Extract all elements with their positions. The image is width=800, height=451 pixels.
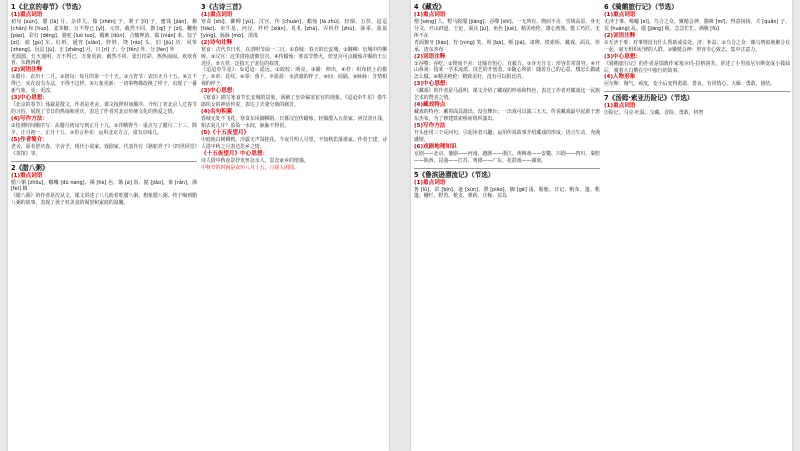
lesson-title: 5《鲁滨逊漂流记》（节选） — [414, 170, 495, 179]
subheading: (3)中心思想： — [201, 88, 238, 95]
subheading: (2)词语注释 — [11, 67, 43, 74]
paragraph: 春城无处不飞花，寒食东风御柳斜。日暮汉宫传蜡烛，轻烟散入五侯家。河汉清且浅，相去复几许？盈盈一水间，脉脉不得语。 — [201, 115, 387, 129]
subheading: (4)人物形象 — [604, 74, 636, 81]
paragraph: 僧 [sēng] 人、野马脱缰 [jiāng]、吞噬 [shì]、一无所有、锲而不舍、雪域高原、身无分文、开山辟道、王妃、面具 [jù]、角色 [jué]、精美绝伦、雄心勃勃、能工巧匠、无所不在 — [414, 19, 600, 39]
subheading: (1)重点词语 — [11, 12, 43, 18]
subheading: (5)写作方法 — [414, 122, 446, 129]
paragraph: 京剧——北京、豫剧——河南、越剧——浙江、黄梅戏——安徽、川剧——四川、秦腔——陕西、昆曲——江苏、粤剧——广东、花鼓戏——湖南。 — [414, 150, 600, 164]
subheading: (4)写作方法： — [11, 115, 48, 122]
subheading: (1)重点词语 — [201, 12, 233, 18]
subheading: (1)重点词语 — [414, 179, 446, 186]
note: 中秋节的时间是农历八月十五，月圆人团圆。 — [201, 164, 299, 171]
divider — [604, 91, 790, 92]
subheading: (2)诗句注释 — [201, 39, 233, 46]
lesson-title: 2《腊八粥》 — [11, 163, 49, 172]
paragraph: 中庭地白树栖鸦，冷露无声湿桂花。今夜月明人尽望，不知秋思落谁家。作者王建，诗人借中秋之月表达思乡之情。 — [201, 136, 387, 150]
paragraph: 《北京的春节》体裁是散文，作者是老舍。课文按照时间顺序，介绍了老北京人过春节的习俗，展现了节日的热闹和喜庆，表达了作者对北京传统文化的热爱之情。 — [11, 102, 197, 115]
lesson-laba-porridge — [11, 164, 197, 208]
paragraph: ①无济于事：对事情没有什么帮助或益处。济：补益。②乌合之众：像乌鸦似地聚合在一起，毫无组织纪律的人群。③聚精会神：形容专心致志，集中注意力。 — [604, 39, 790, 53]
lesson-title: 3《古诗三首》 — [201, 3, 246, 11]
left-column-2 — [201, 2, 387, 451]
lesson-three-ancient-poems — [201, 3, 387, 171]
paragraph: 《骑鹅旅行记》的作者是瑞典作家塞尔玛·拉格洛芙，讲述了小男孩尼尔斯变成小狐仙后，骑着大白鹅在空中旅行的故事。 — [604, 60, 790, 74]
paragraph: 寒食：古代节日名，在清明节前一二日。①春城：春天的长安城。②御柳：皇城中的柳树。③汉宫：这里借指唐朝皇宫。④传蜡烛：寒食节禁火，但皇宫可点蜡烛并赐给王公近臣。⑤五侯：泛指天子宠信的权贵。 — [201, 46, 387, 67]
paragraph: 无济于事、唏嘘 [xī]、鸟合之众、聚精会神、猫咪 [mī]、得意扬扬、犬 [quǎn] 子、荒 [huāng] 乱、缰 [jiāng] 绳、急急忙忙、满腹 [fù] — [604, 19, 790, 32]
subheading: (2)词语注释 — [604, 32, 636, 39]
lesson-nils-goose — [604, 3, 790, 88]
subheading: (1)重点词语 — [604, 103, 636, 110]
paragraph: 寒食 [shí]、御柳 [yù]、汉宫、传 [chuán]、蜡烛 [là zhú]、轻烟、五侯、迢迢 [tiáo]、牵牛星、河汉、纤纤 [xiān]、札札 [zhá]、弄机杼 [zhù]、涕零、盈盈 [yíng]、脉脉 [mò]、清浅 — [201, 19, 387, 39]
paragraph: ①腊月：农历十二月。②初旬：每月的第一个十天。③元宵节：农历正月十五。④万不得已：实在没有办法，不得不这样。⑤万象更新：一切事物都改换了样子，出现了一番新气象。更：更改。 — [11, 74, 197, 95]
subheading: (4)藏戏特点 — [414, 102, 446, 109]
subheading: (6)戏剧地理知识 — [414, 143, 457, 150]
left-column-1 — [11, 2, 197, 451]
left-page — [8, 0, 389, 451]
subheading: (5)作者简介： — [11, 136, 48, 143]
right-column-2 — [604, 2, 790, 451]
paragraph: 青面獠牙 [liáo]、狞 [níng] 笑、坝 [bà]、颊 [jiá]、肃穆、铁索桥、藏戏、面具、传承、唐东杰布 — [414, 39, 600, 53]
lesson-tom-sawyer — [604, 94, 790, 117]
paragraph: ①吞噬：吞吃。②锲而不舍：比喻有恒心、有毅力。③身无分文：形容非常贫穷。④开山鼻祖：指某一学术流派、技艺的开创者。⑤随心所欲：随着自己的心意，想怎么做就怎么做。⑥精美绝伦：精致美好，没有可以相比的。 — [414, 60, 600, 81]
subheading: (1)重点词语 — [604, 12, 636, 18]
paragraph: 历险记、马克·吐温、宝藏、冒险、勇敢、机智 — [604, 110, 704, 117]
subheading: (4)名句积累 — [201, 108, 233, 115]
lesson-beijing-spring-festival — [11, 3, 197, 158]
subheading: 《十五夜望月》中心思想： — [201, 150, 269, 157]
divider — [414, 168, 600, 169]
paragraph: 《寒食》描写寒食节长安城的景象，讽刺了皇帝偏宠宦官的现象。《迢迢牵牛星》借牛郎织女的神话传说，表达了夫妻分离的痛苦。 — [201, 95, 387, 109]
subheading: (2)词语注释 — [414, 53, 446, 60]
lesson-tibetan-opera — [414, 3, 600, 165]
paragraph: 光溜溜、灯火通明、万不得已、万象更新、截然不同、张灯结彩、热热闹闹、欢欢喜喜、东跑西跑 — [11, 53, 197, 67]
paragraph: 腊八粥 [zhōu]、嘟囔 [dū nang]、褐 [hè] 色、饿 [è] 饭、搅 [jiǎo]、染 [rǎn]、沸 [fèi] 腾 — [11, 179, 197, 193]
right-page — [411, 0, 792, 451]
paragraph: 《腊八粥》的作者是沈从文，课文讲述了八儿盼着吃腊八粥、想象腊八粥、终于喝到腊八粥的故事，表现了孩子对美食的渴望和家庭的温馨。 — [11, 193, 197, 207]
paragraph: 鲁 [lǔ]、滨 [bīn]、逊 [xùn]、漂 [piāo]、搁 [gē] 浅、船舱、日记、帆布、篷、帐篷、栅栏、野兽、枪支、弹药、庄稼、荒岛 — [414, 186, 600, 200]
subheading: (3)中心思想： — [414, 81, 451, 88]
paragraph: 老舍，原名舒庆春，字舍予，现代小说家、戏剧家。代表作有《骆驼祥子》《四世同堂》《茶馆》等。 — [11, 143, 197, 157]
subheading: (1)重点词语 — [11, 172, 43, 179]
paragraph: 初旬 [xún]、腊 [là] 月、杂拌儿、榛 [zhēn] 子、栗子 [lì] 子、蜜饯 [jiàn]、掺 [chān] 和 [huo]、麦芽糖、万不得已 [yǐ]、元宵、截然不同、旗 [qí] 子 [zi]、鞭炮 [pào]、彩灯 [dēng]、骆驼 [luò tuo]、醒盹 [dǔn]、合辙押韵、黏 [nián] 米、饺子 [zi]、雇 [gù] 车、红纸、通宵 [xiāo]、胖胖、饶 [ráo] 头、旧 [jiù] 历、风筝 [zheng]、玩具 [jù]、正 [zhēng] 月、日 [rì] 子、分 [fēn] 外、分 [fèn] 外 — [11, 19, 197, 53]
lesson-title: 1《北京的春节》（节选） — [11, 3, 85, 11]
lesson-title: 7《汤姆·索亚历险记》（节选） — [604, 94, 694, 103]
divider — [11, 161, 197, 162]
subheading: (3)中心思想： — [11, 95, 48, 102]
paragraph: 《藏戏》的作者是马晨明，课文介绍了藏戏的形成和特色，表达了作者对藏戏这一民族艺术的赞美之情。 — [414, 88, 600, 102]
paragraph: 开头连用三个反问句，引起读者兴趣；运用传说故事介绍藏戏的形成；语言生动，充满感情。 — [414, 129, 600, 143]
right-column-1 — [414, 2, 600, 451]
subheading: (5)《十五夜望月》 — [201, 129, 250, 136]
paragraph: 尼尔斯：淘气、顽皮，变小后变得勇敢、善良、有同情心。大雁：勇敢、团结。 — [604, 81, 776, 88]
paragraph: 藏戏的特色：戴着面具演出；没有舞台；一出戏可以演三五天。传说藏戏最早起源于唐东杰布，为了修建铁索桥而组织演出。 — [414, 109, 600, 122]
lesson-title: 6《骑鹅旅行记》（节选） — [604, 3, 678, 11]
lesson-title: 4《藏戏》 — [414, 3, 445, 11]
paragraph: ①按照时间顺序写：从腊月初旬写到正月十九。②详略得当：重点写了腊月二十三、除夕、正月初一、正月十五。③语言朴实：运用北京方言，富有京味儿。 — [11, 122, 197, 136]
lesson-robinson-crusoe — [414, 171, 600, 201]
subheading: (3)中心思想： — [604, 53, 641, 60]
paragraph: 《迢迢牵牛星》：①迢迢：遥远。②皎皎：明亮。③擢：伸出。④杼：织布机上的梭子。⑤章：花纹。⑥零：落下。⑦盈盈：水清澈的样子。⑧间：间隔。⑨脉脉：含情相视的样子。 — [201, 67, 387, 88]
paragraph: 诗人借中秋夜景抒发怀念亲人、思念家乡的情感。 — [201, 157, 309, 164]
subheading: (1)重点词语 — [414, 12, 446, 18]
